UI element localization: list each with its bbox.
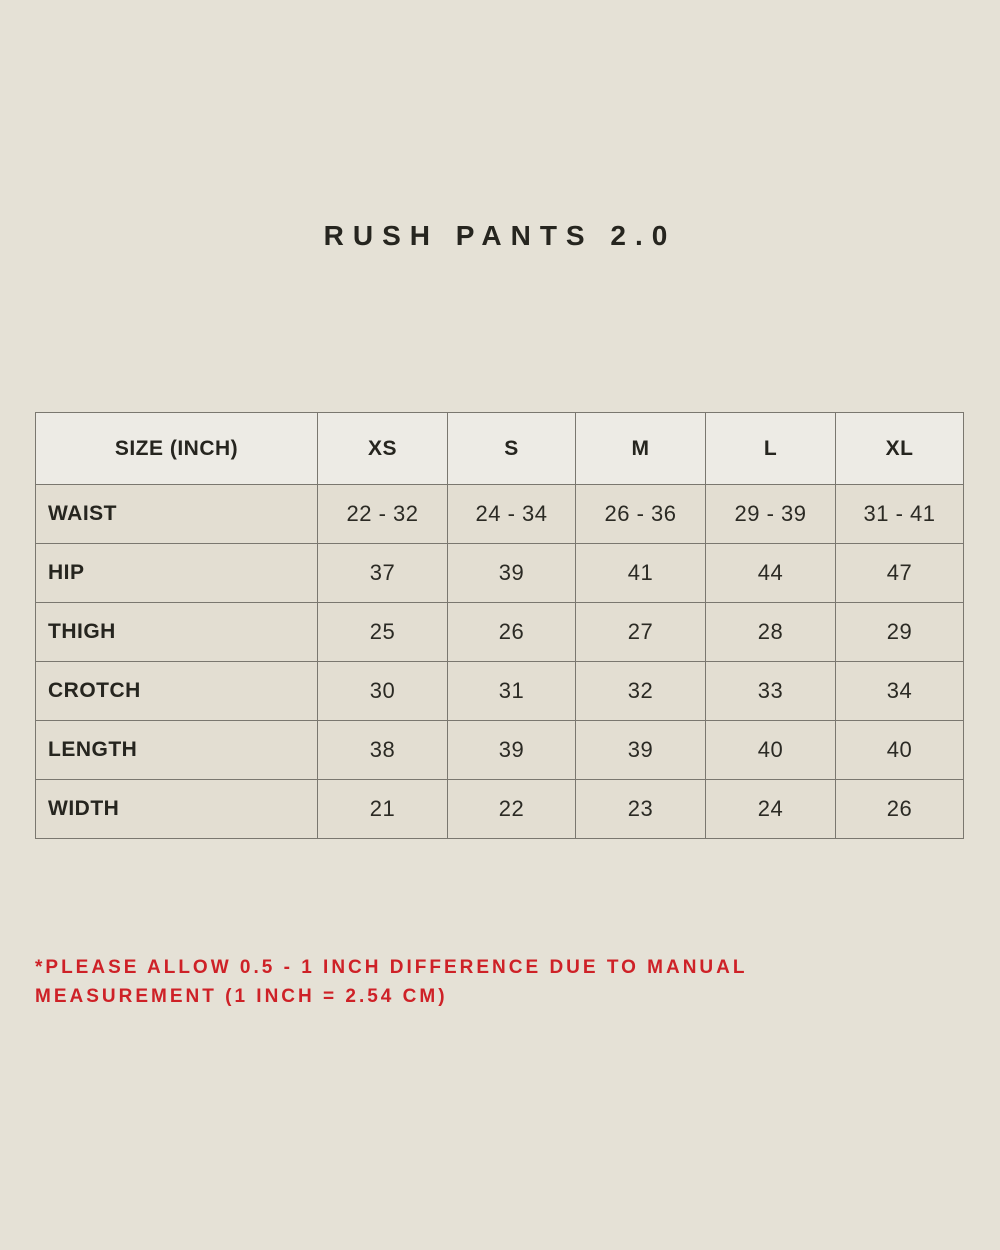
size-value-cell: 26 - 36 [576, 485, 706, 544]
size-value-cell: 37 [318, 544, 448, 603]
size-value-cell: 26 [836, 780, 964, 839]
size-value-cell: 24 - 34 [448, 485, 576, 544]
table-header-row [36, 413, 964, 485]
size-value-cell: 21 [318, 780, 448, 839]
row-label-width: WIDTH [36, 780, 318, 839]
size-value-cell: 30 [318, 662, 448, 721]
row-label-waist: WAIST [36, 485, 318, 544]
size-value-cell: 25 [318, 603, 448, 662]
row-label-length: LENGTH [36, 721, 318, 780]
size-chart-table [35, 412, 964, 839]
row-label-crotch: CROTCH [36, 662, 318, 721]
row-label-thigh: THIGH [36, 603, 318, 662]
size-value-cell: 29 [836, 603, 964, 662]
size-value-cell: 34 [836, 662, 964, 721]
size-value-cell: 24 [706, 780, 836, 839]
size-value-cell: 32 [576, 662, 706, 721]
size-value-cell: 47 [836, 544, 964, 603]
size-value-cell: 33 [706, 662, 836, 721]
size-value-cell: 26 [448, 603, 576, 662]
size-value-cell: 22 [448, 780, 576, 839]
size-value-cell: 39 [448, 721, 576, 780]
table-row-width [36, 780, 964, 839]
size-value-cell: 28 [706, 603, 836, 662]
column-header-size-inch: SIZE (INCH) [36, 413, 318, 485]
table-row-length [36, 721, 964, 780]
size-value-cell: 29 - 39 [706, 485, 836, 544]
size-value-cell: 22 - 32 [318, 485, 448, 544]
column-header-l: L [706, 413, 836, 485]
table-row-waist [36, 485, 964, 544]
column-header-s: S [448, 413, 576, 485]
measurement-disclaimer: *PLEASE ALLOW 0.5 - 1 INCH DIFFERENCE DUE TO MANUAL MEASUREMENT (1 INCH = 2.54 CM) [35, 957, 748, 1007]
table-row-hip [36, 544, 964, 603]
size-value-cell: 23 [576, 780, 706, 839]
table-body [36, 485, 964, 839]
column-header-xl: XL [836, 413, 964, 485]
size-value-cell: 31 - 41 [836, 485, 964, 544]
size-value-cell: 27 [576, 603, 706, 662]
size-value-cell: 38 [318, 721, 448, 780]
page-title: RUSH PANTS 2.0 [323, 220, 677, 251]
row-label-hip: HIP [36, 544, 318, 603]
size-value-cell: 31 [448, 662, 576, 721]
size-value-cell: 41 [576, 544, 706, 603]
size-value-cell: 39 [448, 544, 576, 603]
size-value-cell: 40 [836, 721, 964, 780]
size-value-cell: 40 [706, 721, 836, 780]
size-value-cell: 44 [706, 544, 836, 603]
table-row-crotch [36, 662, 964, 721]
column-header-m: M [576, 413, 706, 485]
size-chart-header [36, 413, 964, 485]
size-value-cell: 39 [576, 721, 706, 780]
table-row-thigh [36, 603, 964, 662]
column-header-xs: XS [318, 413, 448, 485]
